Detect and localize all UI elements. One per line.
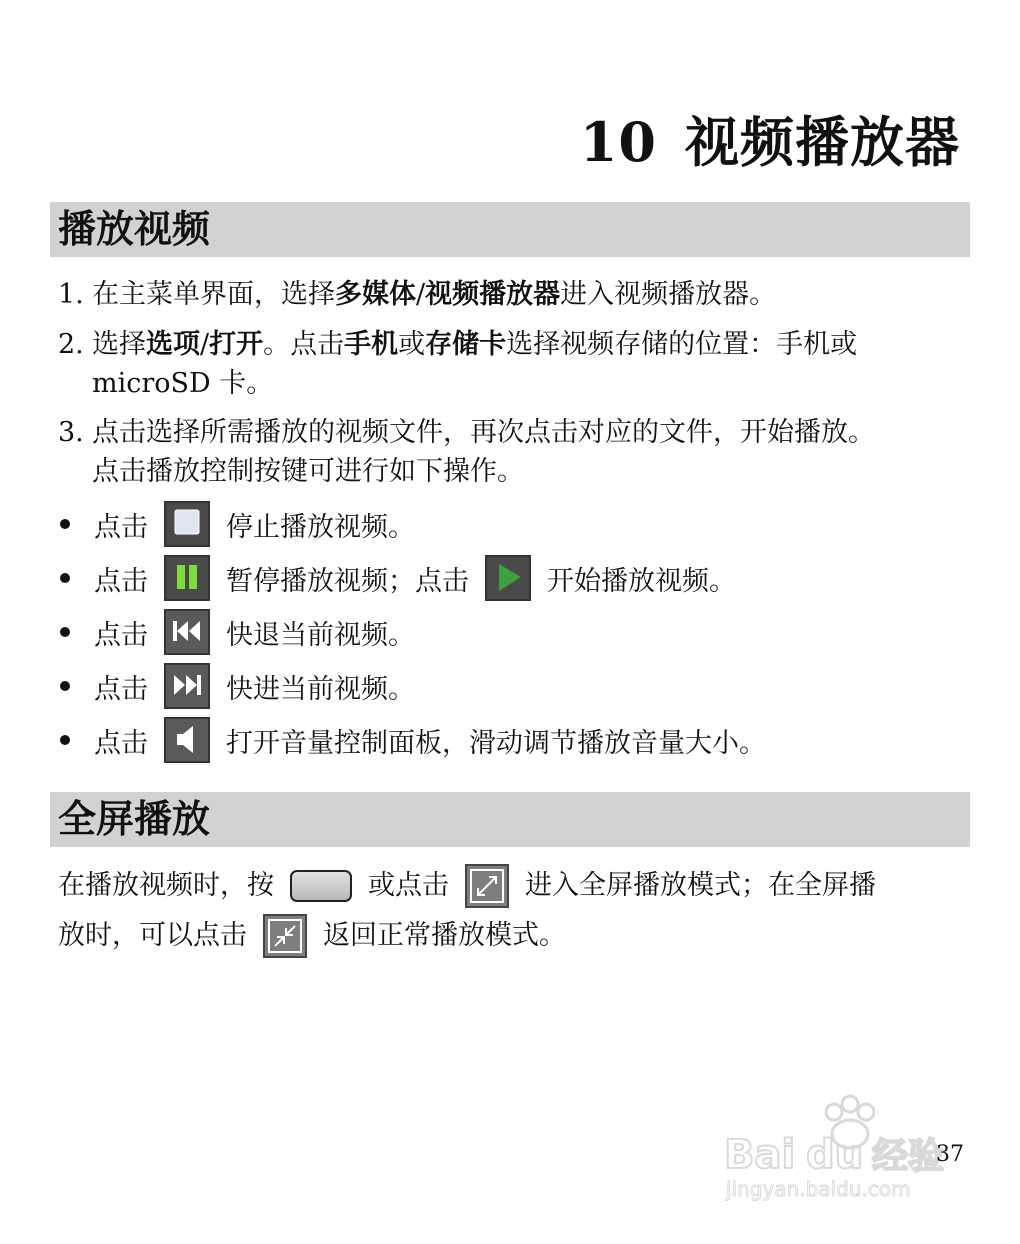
menu-term: 打开 [209, 329, 264, 360]
step-text: 。点击 [263, 329, 345, 360]
paragraph-text: 返回正常播放模式。 [323, 920, 566, 951]
bullet-stop [58, 500, 415, 548]
bullet-text: 停止播放视频。 [226, 511, 415, 543]
bullet-fast-forward [58, 662, 415, 710]
paragraph-text: 或点击 [368, 870, 449, 901]
separator: / [416, 279, 426, 310]
separator: / [200, 329, 210, 360]
menu-term: 选项 [146, 329, 200, 360]
svg-text:du: du [806, 1132, 864, 1178]
paragraph-text: 进入全屏播放模式；在全屏播 [525, 870, 876, 901]
step-text: 或 [398, 329, 426, 360]
hardware-key-icon [290, 870, 352, 902]
fullscreen-paragraph-line-1 [58, 862, 876, 910]
fullscreen-icon [465, 864, 509, 908]
menu-term: 视频播放器 [425, 279, 561, 310]
svg-text:jingyan.baidu.com: jingyan.baidu.com [726, 1177, 911, 1201]
chapter-number: 10 [579, 110, 657, 174]
page-number: 37 [936, 1142, 964, 1167]
baidu-watermark-logo [722, 1090, 972, 1205]
play-icon [485, 555, 531, 601]
fullscreen-paragraph-line-2 [58, 912, 566, 960]
bullet-rewind [58, 608, 415, 656]
fast-forward-icon [164, 663, 210, 709]
step-number: 3. [58, 417, 84, 448]
step-3 [58, 414, 875, 452]
menu-term: 存储卡 [425, 329, 507, 360]
bullet-dot [60, 627, 70, 637]
svg-text:Bai: Bai [724, 1132, 796, 1178]
step-text: 选择 [92, 329, 146, 360]
step-text: 选择视频存储的位置：手机或 [506, 329, 858, 360]
bullet-text: 快进当前视频。 [226, 673, 415, 705]
volume-icon [164, 717, 210, 763]
exit-fullscreen-icon [263, 914, 307, 958]
step-text: 点击选择所需播放的视频文件，再次点击对应的文件，开始播放。 [92, 417, 875, 448]
menu-term: 手机 [344, 329, 399, 360]
step-number: 2. [58, 329, 84, 360]
chapter-title [580, 100, 960, 177]
bullet-dot [60, 681, 70, 691]
pause-icon [164, 555, 210, 601]
bullet-pause-play [58, 554, 736, 602]
bullet-dot [60, 735, 70, 745]
bullet-prefix: 点击 [94, 727, 148, 759]
bullet-dot [60, 519, 70, 529]
step-text: 进入视频播放器。 [560, 279, 777, 310]
section-heading-fullscreen: 全屏播放 [50, 792, 970, 847]
bullet-text: 开始播放视频。 [547, 565, 736, 597]
step-3-continued: 点击播放控制按键可进行如下操作。 [92, 456, 524, 487]
rewind-icon [164, 609, 210, 655]
svg-text:经验: 经验 [872, 1136, 945, 1177]
bullet-prefix: 点击 [94, 673, 148, 705]
bullet-dot [60, 573, 70, 583]
paragraph-text: 放时，可以点击 [58, 920, 247, 951]
step-2-continued: microSD 卡。 [92, 368, 274, 399]
bullet-text: 打开音量控制面板，滑动调节播放音量大小。 [226, 727, 766, 759]
menu-term: 多媒体 [335, 279, 416, 310]
bullet-volume [58, 716, 766, 764]
step-number: 1. [58, 279, 84, 310]
step-1 [58, 276, 776, 314]
paragraph-text: 在播放视频时，按 [58, 870, 274, 901]
stop-icon [164, 501, 210, 547]
step-text: 在主菜单界面，选择 [92, 279, 335, 310]
chapter-name: 视频播放器 [685, 110, 960, 174]
section-heading-play-video: 播放视频 [50, 202, 970, 257]
bullet-text: 暂停播放视频；点击 [226, 565, 469, 597]
bullet-prefix: 点击 [94, 619, 148, 651]
bullet-prefix: 点击 [94, 565, 148, 597]
bullet-prefix: 点击 [94, 511, 148, 543]
step-2 [58, 326, 857, 364]
bullet-text: 快退当前视频。 [226, 619, 415, 651]
